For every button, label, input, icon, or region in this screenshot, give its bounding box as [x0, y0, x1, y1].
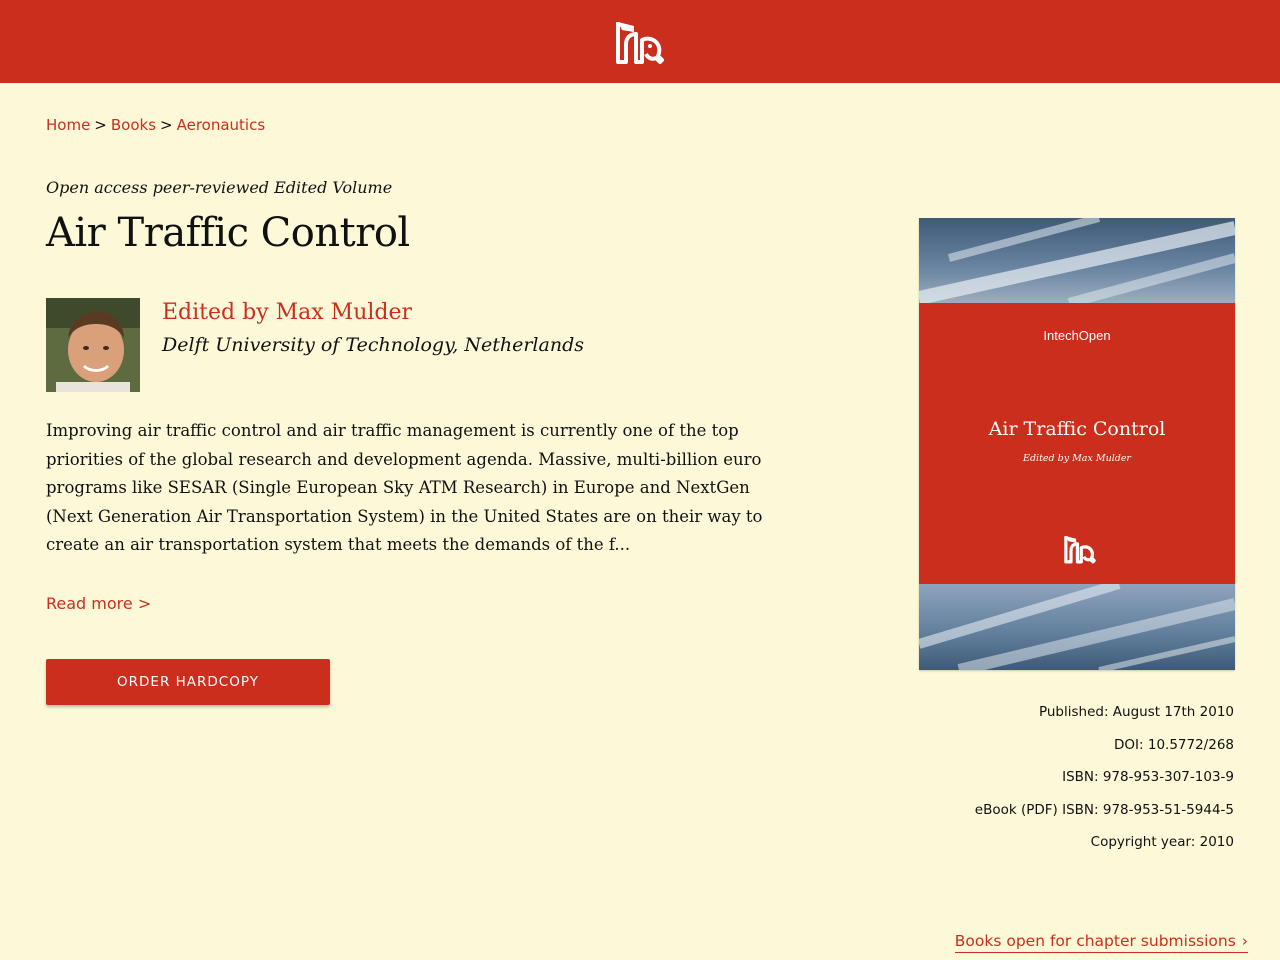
- chapter-submissions-link[interactable]: [955, 932, 1248, 953]
- book-kicker: Open access peer-reviewed Edited Volume: [46, 178, 393, 197]
- order-hardcopy-button[interactable]: ORDER HARDCOPY: [46, 659, 330, 705]
- page-title: Air Traffic Control: [46, 210, 410, 256]
- cover-editor: Edited by Max Mulder: [1023, 453, 1131, 464]
- breadcrumb-aeronautics[interactable]: Aeronautics: [176, 116, 266, 134]
- editor-affiliation: Delft University of Technology, Netherlands: [162, 334, 584, 356]
- editor-name-link[interactable]: Edited by Max Mulder: [162, 300, 413, 325]
- editor-photo: [46, 298, 140, 392]
- book-abstract: Improving air traffic control and air traffic management is currently one of the top priorities of the global research and development agenda. Massive, multi-billion euro programs like SESAR (Single European Sky ATM Research) in Europe and NextGen (Next Generation Air Transportation System) in the United States are on their way to create an air transportation system that meets the demands of the f...: [46, 421, 763, 554]
- editor-avatar[interactable]: [46, 298, 140, 392]
- cover-publisher: IntechOpen: [1043, 328, 1111, 343]
- breadcrumb: [46, 116, 265, 134]
- published-date: Published: August 17th 2010: [1038, 704, 1234, 720]
- book-cover[interactable]: [919, 218, 1235, 670]
- cover-sky-image-bottom: [919, 584, 1235, 670]
- breadcrumb-separator: >: [160, 116, 173, 134]
- cover-sky-image-top: [919, 218, 1235, 303]
- breadcrumb-separator: >: [94, 116, 107, 134]
- elephant-logo-icon[interactable]: [612, 14, 668, 70]
- cover-elephant-logo-icon: [1062, 531, 1098, 567]
- chapter-submissions-label: Books open for chapter submissions: [954, 932, 1236, 950]
- ebook-isbn: eBook (PDF) ISBN: 978-953-51-5944-5: [974, 801, 1234, 818]
- doi: DOI: 10.5772/268: [1114, 736, 1234, 753]
- isbn: ISBN: 978-953-307-103-9: [1062, 769, 1234, 785]
- top-bar: [0, 0, 1280, 83]
- breadcrumb-books[interactable]: Books: [110, 116, 157, 134]
- chevron-right-icon: ›: [1241, 932, 1248, 950]
- breadcrumb-home[interactable]: Home: [46, 116, 91, 134]
- book-metadata: [975, 702, 1234, 865]
- cover-title: Air Traffic Control: [988, 418, 1166, 440]
- read-more-link[interactable]: Read more >: [46, 594, 152, 613]
- copyright-year: Copyright year: 2010: [1090, 834, 1234, 850]
